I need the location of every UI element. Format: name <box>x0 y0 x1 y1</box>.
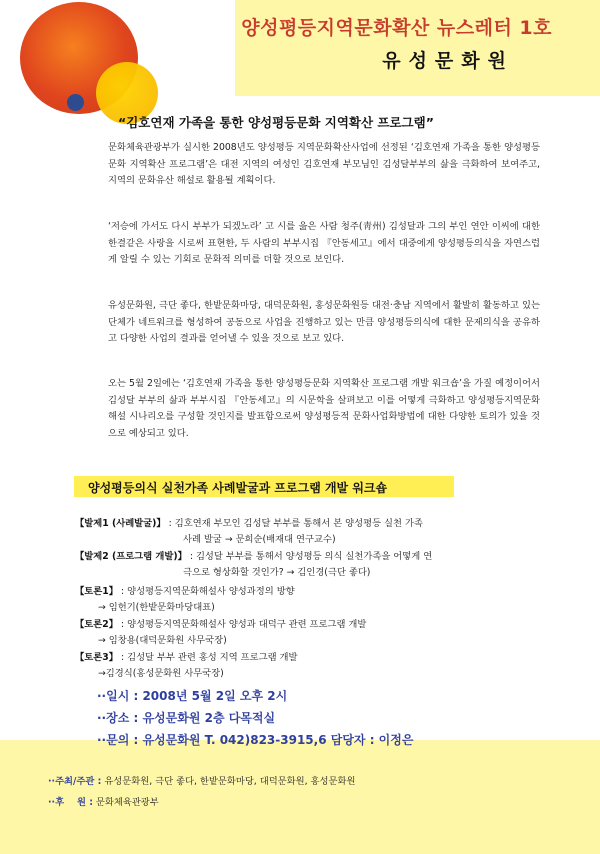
program-item-topic: : 양성평등지역문화해설사 양성과정의 방향 <box>121 586 295 597</box>
program-item-detail: → 임헌기(한밭문화마당대표) <box>98 602 215 613</box>
program-item-label: 【발제2 (프로그램 개발)】 <box>75 551 187 562</box>
blue-dot-decoration <box>67 94 84 111</box>
program-item-label: 【토론2】 <box>75 619 119 630</box>
program-item-topic: : 김성달 부부 관련 홍성 지역 프로그램 개발 <box>121 652 298 663</box>
program-item <box>75 584 505 616</box>
event-date: ··일시 : 2008년 5월 2일 오후 2시 <box>97 689 288 703</box>
event-contact: ··문의 : 유성문화원 T. 042)823-3915,6 담당자 : 이정은 <box>97 733 414 747</box>
workshop-title: 양성평등의식 실천가족 사례발굴과 프로그램 개발 워크숍 <box>88 481 388 495</box>
program-item-topic: : 양성평등지역문화해설사 양성과 대덕구 관련 프로그램 개발 <box>121 619 367 630</box>
program-item-detail: → 임창용(대덕문화원 사무국장) <box>98 635 227 646</box>
program-item <box>75 650 505 682</box>
program-item <box>75 617 505 649</box>
footer-support-label: ··후 원 : <box>48 797 93 808</box>
program-item-label: 【발제1 (사례발굴)】 <box>75 518 166 529</box>
article-paragraph: 오는 5월 2일에는 ‘김호연재 가족을 통한 양성평등문화 지역확산 프로그램 개발 워크숍’을 가질 예정이어서 김성달 부부의 삶과 부부시집 『안동세고』의 시문학을 살펴보고 이를 어떻게 극화하고 양성평등지역문화해설 시나리오를 구성할 것인지를 발표함으로써 양성평등적 문화사업화방법에 대한 다양한 토의가 있을 것으로 예상되고 있다. <box>108 378 540 439</box>
newsletter-title: 양성평등지역문화확산 뉴스레터 1호 <box>241 17 552 39</box>
footer-host <box>48 773 355 787</box>
article-paragraph: ‘저승에 가서도 다시 부부가 되겠노라’ 고 시를 읊은 사람 청주(靑州) 김성달과 그의 부인 연안 이씨에 대한 한결같은 사랑을 시로써 표현한, 두 사람의 부부시집 『안동세고』에서 대중에게 양성평등의식을 자연스럽게 알릴 수 있는 기회로 문화적 의미를 더할 것으로 보인다. <box>108 221 540 265</box>
program-item-topic: : 김성달 부부를 통해서 양성평등 의식 실천가족을 어떻게 연 <box>189 551 433 562</box>
program-item-detail: 사례 발굴 → 문희순(배재대 연구교수) <box>183 534 336 545</box>
program-item-topic: : 김호연재 부모인 김성달 부부를 통해서 본 양성평등 실천 가족 <box>168 518 423 529</box>
footer-host-label: ··주최/주관 : <box>48 776 102 787</box>
program-item-detail: →김경식(홍성문화원 사무국장) <box>98 668 224 679</box>
organization-name: 유성문화원 <box>382 50 514 72</box>
footer-host-value: 유성문화원, 극단 좋다, 한밭문화마당, 대덕문화원, 홍성문화원 <box>104 776 356 787</box>
program-item <box>75 516 505 548</box>
article-paragraph: 문화체육관광부가 실시한 2008년도 양성평등 지역문화확산사업에 선정된 ‘김호연재 가족을 통한 양성평등문화 지역확산 프로그램’은 대전 지역의 여성인 김호연재 부모님인 김성달부부의 삶을 극화하여 보여주고, 지역의 문화유산 해설로 활용될 계획이다. <box>108 142 540 186</box>
footer-support-value: 문화체육관광부 <box>95 797 159 808</box>
footer-support <box>48 794 159 808</box>
program-item-label: 【토론3】 <box>75 652 119 663</box>
program-item <box>75 549 505 581</box>
program-item-detail: 극으로 형상화할 것인가? → 김인경(극단 좋다) <box>183 567 371 578</box>
program-item-label: 【토론1】 <box>75 586 119 597</box>
event-place: ··장소 : 유성문화원 2층 다목적실 <box>97 711 276 725</box>
article-heading: “김호연재 가족을 통한 양성평등문화 지역확산 프로그램” <box>118 115 434 130</box>
article-paragraph: 유성문화원, 극단 좋다, 한밭문화마당, 대덕문화원, 홍성문화원등 대전·충남 지역에서 활발히 활동하고 있는 단체가 네트워크를 형성하여 공동으로 사업을 진행하고 있는 만큼 양성평등의식에 대한 문제의식을 공유하고 다양한 사업의 결과를 얻어낼 수 있을 것으로 보고 있다. <box>108 300 540 344</box>
